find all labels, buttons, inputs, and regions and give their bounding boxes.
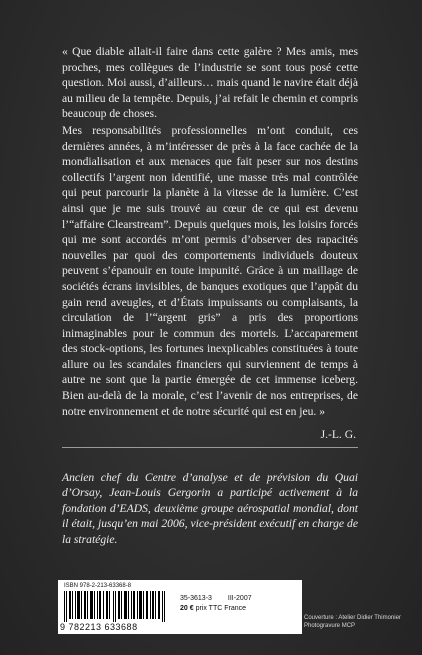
blurb-paragraph-1: « Que diable allait-il faire dans cette galère ? Mes amis, mes proches, mes collègues de l’industrie se sont tous posé cette question. Moi aussi, d’ailleurs… mais quand le navire était déjà au milieu de la tempête. Depuis, j’ai refait le chemin et compris beaucoup de choses. [62, 45, 358, 121]
cover-credit: Couverture : Atelier Didier Thimonier [304, 615, 401, 621]
publisher-code-block [180, 594, 252, 614]
price-label: prix TTC France [195, 605, 247, 612]
isbn-number: ISBN 978-2-213-63368-8 [64, 583, 132, 589]
author-initials: J.-L. G. [320, 428, 356, 442]
photogravure-credit: Photogravure MCP [304, 623, 356, 629]
cover-credits [304, 614, 401, 630]
price-amount: 20 € [180, 605, 194, 612]
barcode-bars [64, 591, 166, 622]
barcode-digits: 9 782213 633688 [60, 622, 138, 632]
price-line [180, 604, 252, 614]
back-cover-blurb [62, 44, 358, 443]
print-date: III-2007 [227, 595, 252, 602]
author-bio: Ancien chef du Centre d’analyse et de prévision du Quai d’Orsay, Jean-Louis Gergorin a participé activement à la fondation d’EADS, deuxième groupe aérospatial mondial, dont il était, jusqu’en mai 2006, vice-président exécutif en charge de la stratégie. [62, 471, 358, 546]
publisher-code: 35-3613-3 [180, 595, 212, 602]
blurb-paragraph-2: Mes responsabilités professionnelles m’ont conduit, ces dernières années, à m’intéresser de près à la face cachée de la mondialisation et aux menaces que fait peser sur nos destins collectifs l’argent non identifié, une masse très mal contrôlée qui peut parcourir la planète à la vitesse de la lumière. C’est ainsi que je me suis trouvé au cœur de ce qui est devenu l’“affaire Clearstream”. Depuis quelques mois, les loisirs forcés qui me sont accordés m’ont permis d’observer des rapacités nouvelles par quoi des comportements individuels douteux peuvent s’épanouir en toute impunité. Grâce à un maillage de sociétés écrans invisibles, de banques exotiques que l’appât du gain rend aveugles, et d’États impuissants ou complaisants, la circulation de l’“argent gris” a pris des proportions inimaginables pour le commun des mortels. L’accaparement des stock-options, les fortunes inexplicables constituées à toute allure ou les scandales financiers qui surviennent de temps à autre ne sont que la partie émergée de cet immense iceberg. Bien au-delà de la morale, c’est l’avenir de nos entreprises, de notre environnement et de notre sécurité qui est en jeu. » [62, 123, 358, 418]
barcode-panel [58, 580, 302, 634]
divider-rule [62, 447, 358, 448]
